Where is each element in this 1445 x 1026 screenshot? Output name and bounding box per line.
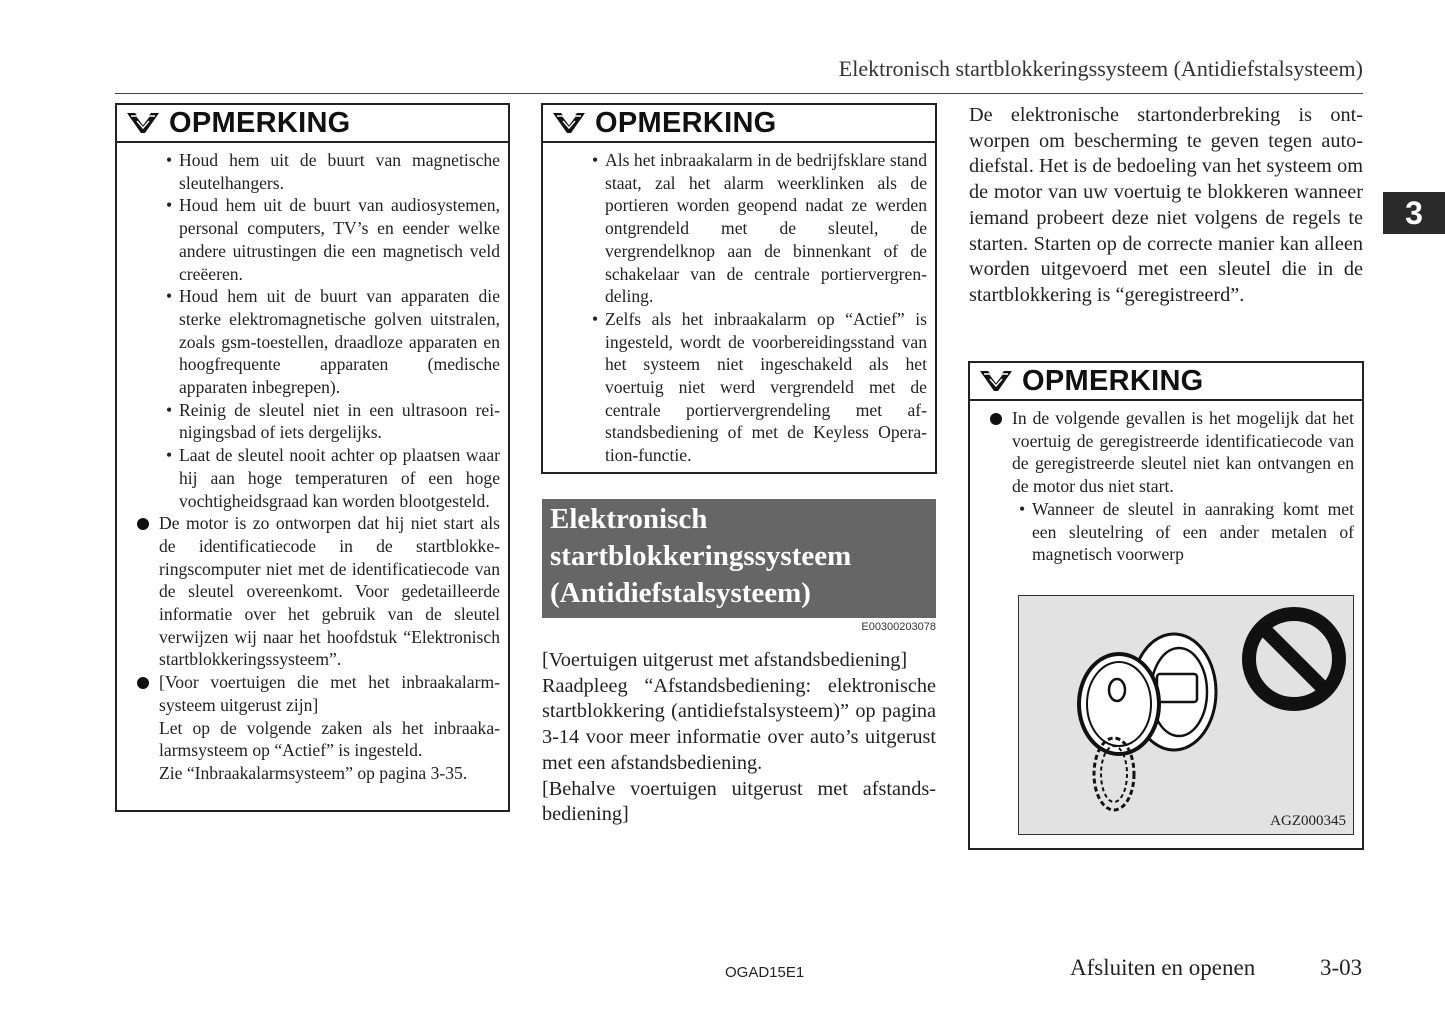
list-item: • Laat de sleutel nooit achter op plaatsen waar hij aan hoge temperaturen of een hoge vochtigheidsgraad kan worden blootgesteld. [117, 444, 500, 512]
section-title-line: Elektronisch [550, 503, 708, 535]
list-item: De motor is zo ontworpen dat hij niet start als de identificatiecode in de startblokkeringscomputer niet met de identificatiecode van de sleutel overeenkomt. Voor gedetailleerde informatie over het gebruik van de sleutel verwijzen wij naar het hoofdstuk “Elektronisch startblokkeringssysteem”. [117, 512, 500, 671]
note-title: OPMERKING [169, 106, 351, 139]
prohibited-icon [1239, 604, 1349, 714]
note-header [117, 105, 508, 143]
list-item: • Wanneer de sleutel in aanraking komt met een sleutelring of een ander metalen of magnetisch voorwerp [970, 498, 1354, 566]
note-body [117, 143, 508, 785]
section-code: E00300203078 [861, 621, 936, 633]
note-body [543, 143, 935, 467]
note-title: OPMERKING [1022, 364, 1204, 397]
paragraph: Raadpleeg “Afstandsbediening: elektronische startblokkering (antidiefstalsysteem)” op pagina 3-14 voor meer informatie over auto’s uitgerust met een afstandsbediening. [542, 674, 936, 774]
list-item: • Als het inbraakalarm in de bedrijfsklare stand staat, zal het alarm weerklinken als de portieren worden geopend nadat ze werden ontgrendeld met de sleutel, de vergrendelknop aan de binnenkant of de schakelaar van de centrale portiervergrendeling. [543, 149, 927, 308]
section-title [542, 499, 936, 618]
illustration-code: AGZ000345 [1270, 813, 1346, 829]
key-with-keyring-icon [1039, 614, 1239, 814]
section-title-line: startblokkeringssysteem [550, 540, 852, 572]
paragraph: Let op de volgende zaken als het inbraakalarmsysteem op “Actief” is ingesteld. [159, 717, 500, 761]
key-ring-illustration [1018, 595, 1354, 835]
note-header [970, 363, 1362, 401]
page-header: Elektronisch startblokkeringssysteem (Antidiefstalsysteem) [838, 56, 1363, 81]
list-item: • Houd hem uit de buurt van audiosystemen, personal computers, TV’s en eender welke andere uitrustingen die een magnetisch veld creëeren. [117, 194, 500, 285]
paragraph: [Behalve voertuigen uitgerust met afstandsbediening] [542, 777, 936, 826]
document-code: OGAD15E1 [725, 964, 805, 981]
note-header [543, 105, 935, 143]
page-number: 3-03 [1320, 955, 1363, 980]
footer-section-name: Afsluiten en openen [1070, 955, 1256, 980]
list-item: • Houd hem uit de buurt van magnetische sleutelhangers. [117, 149, 500, 194]
cross-reference: Zie “Inbraakalarmsysteem” op pagina 3-35. [159, 762, 468, 783]
list-item: • Zelfs als het inbraakalarm op “Actief” is ingesteld, wordt de voorbereidingsstand van het systeem niet ingeschakeld als het voertuig niet werd vergrendeld met de centrale portiervergrendeling met afstandsbediening of met de Keyless Operation-functie. [543, 308, 927, 467]
list-item: [Voor voertuigen die met het inbraakalarmsysteem uitgerust zijn] [117, 671, 500, 716]
header-divider [115, 93, 1363, 94]
note-title: OPMERKING [595, 106, 777, 139]
note-box-middle [541, 103, 937, 474]
chapter-tab: 3 [1383, 192, 1445, 234]
note-body [970, 401, 1362, 566]
section-title-line: (Antidiefstalsysteem) [550, 577, 811, 609]
list-item: In de volgende gevallen is het mogelijk dat het voertuig de geregistreerde identificatiecode van de geregistreerde sleutel niet kan ontvangen en de motor dus niet start. [970, 407, 1354, 498]
intro-paragraph: De elektronische startonderbreking is ontworpen om bescherming te geven tegen autodiefstal. Het is de bedoeling van het systeem om de motor van uw voertuig te blokkeren wanneer iemand probeert deze niet volgens de regels te starten. Starten op de correcte manier kan alleen worden uitgevoerd met een sleutel die in de startblokkering is “geregistreerd”. [969, 104, 1363, 306]
warning-hand-icon [125, 109, 161, 137]
section-body [542, 648, 936, 828]
warning-hand-icon [978, 367, 1014, 395]
warning-hand-icon [551, 109, 587, 137]
paragraph: [Voertuigen uitgerust met afstandsbediening] [542, 649, 908, 671]
list-item: • Reinig de sleutel niet in een ultrasoon reinigingsbad of iets dergelijks. [117, 399, 500, 444]
list-item: • Houd hem uit de buurt van apparaten die sterke elektromagnetische golven uitstralen, zoals gsm-toestellen, draadloze apparaten en hoogfrequente apparaten (medische apparaten inbegrepen). [117, 285, 500, 399]
note-box-left [115, 103, 510, 812]
